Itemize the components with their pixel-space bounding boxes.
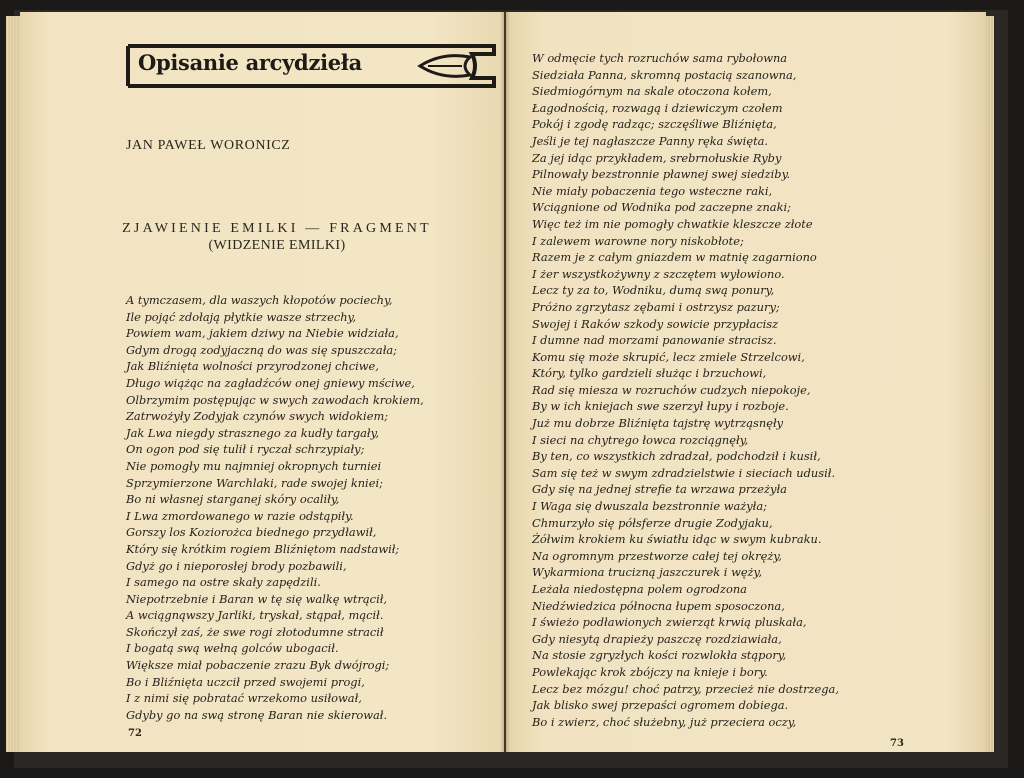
author-name: JAN PAWEŁ WORONICZ (126, 138, 291, 153)
verse-line: W odmęcie tych rozruchów sama rybołowna (532, 51, 788, 65)
verse-line: Bo i Bliźnięta uczcił przed swojemi progi, (126, 674, 365, 689)
verse-line: Pilnowały bezstronnie pławnej swej siedziby. (532, 167, 791, 182)
verse-line: Siedziała Panna, skromną postacią szanowna, (532, 67, 797, 82)
verse-line: Gdym drogą zodyjaczną do was się spuszczała; (126, 342, 398, 357)
verse-line: Próżno zgrzytasz zębami i ostrzysz pazury; (532, 299, 780, 314)
verse-line: Gdy się na jednej strefie ta wrzawa przeżyła (532, 482, 787, 497)
verse-list-left (126, 292, 424, 723)
verse-line: A wciągnąwszy Jarliki, tryskał, stąpał, mącił. (126, 608, 384, 623)
verse-line: A tymczasem, dla waszych kłopotów pociechy, (126, 293, 393, 307)
page-number-right: 73 (890, 738, 904, 749)
verse-list-right (532, 50, 839, 730)
verse-line: I Lwa zmordowanego w razie odstąpiły. (126, 508, 354, 523)
verse-line: Gdy niesytą drapieży paszczę rozdziawiała, (532, 631, 782, 646)
verse-line: Niedźwiedzica północna łupem sposoczona, (532, 598, 785, 613)
verse-line: Gdyż go i nieporosłej brody pozbawili, (126, 558, 347, 573)
verse-line: Nie pomogły mu najmniej okropnych turniei (126, 458, 382, 473)
verse-line: Zatrwożyły Zodyjak czynów swych widokiem; (126, 409, 389, 424)
verse-line: On ogon pod się tulił i ryczał schrzypiały; (126, 442, 365, 457)
verse-line: Sam się też w swym zdradzielstwie i sieciach udusił. (532, 465, 836, 480)
verse-line: Nie miały pobaczenia tego wsteczne raki, (532, 183, 773, 198)
page-edges-right (986, 16, 994, 752)
verse-line: Jeśli je tej nagłaszcze Panny ręka święta. (532, 133, 769, 148)
verse-line: By ten, co wszystkich zdradzał, podchodził i kusił, (532, 449, 821, 464)
verse-line: Komu się może skrupić, lecz zmiele Strzelcowi, (532, 349, 805, 364)
verse-line: Wciągnione od Wodnika pod zaczepne znaki; (532, 200, 791, 215)
verse-line: I bogatą swą wełną golców ubogacił. (126, 641, 339, 656)
verse-line: Sprzymierzone Warchlaki, rade swojej kniei; (126, 475, 383, 490)
left-page (20, 12, 504, 752)
verse-line: Na ogromnym przestworze całej tej okręży, (532, 548, 782, 563)
verse-line: Rad się miesza w rozruchów cudzych niepokoje, (532, 382, 811, 397)
verse-line: I żer wszystkożywny z szczętem wyłowiono. (532, 266, 785, 281)
verse-line: By w ich kniejach swe szerzył łupy i rozboje. (532, 399, 789, 414)
verse-line: Jak blisko swej przepaści ogromem dobiega. (532, 698, 789, 713)
verse-line: Który się krótkim rogiem Bliźniętom nadstawił; (126, 541, 400, 556)
verse-line: Żółwim krokiem ku światłu idąc w swym kubraku. (532, 532, 822, 547)
verse-line: Za jej idąc przykładem, srebrnołuskie Ryby (532, 150, 782, 165)
verse-line: Wykarmiona trucizną jaszczurek i węży, (532, 565, 763, 580)
verse-line: Swojej i Raków szkody sowicie przypłacisz (532, 316, 779, 331)
verse-line: I sieci na chytrego łowca rozciągnęły, (532, 432, 749, 447)
book-gutter (500, 12, 510, 752)
verse-line: Więc też im nie pomogły chwatkie kleszcze złote (532, 216, 813, 231)
verse-line: Siedmiogórnym na skale otoczona kołem, (532, 84, 772, 99)
poem-title: ZJAWIENIE EMILKI — FRAGMENT (122, 221, 432, 236)
verse-line: I dumne nad morzami panowanie stracisz. (532, 333, 777, 348)
page-number-left: 72 (128, 728, 142, 739)
verse-line: Większe miał pobaczenie zrazu Byk dwójrogi; (126, 658, 390, 673)
verse-line: Leżała niedostępna polem ogrodzona (532, 582, 747, 596)
verse-line: Długo wiążąc na zagładźców onej gniewy mściwe, (126, 375, 415, 390)
verse-line: Gdyby go na swą stronę Baran nie skierował. (126, 707, 388, 722)
verse-line: Łagodnością, rozwagą i dziewiczym czołem (532, 100, 783, 115)
quill-pen-icon (420, 56, 470, 77)
verse-line: Razem je z całym gniazdem w matnię zagarniono (532, 250, 817, 265)
section-banner (122, 40, 498, 92)
verse-line: Który, tylko gardzieli służąc i brzuchowi, (532, 366, 767, 381)
verse-line: I Waga się dwuszala bezstronnie ważyła; (532, 499, 767, 514)
verse-line: Jak Lwa niegdy strasznego za kudły targały, (126, 425, 380, 440)
verse-line: I samego na ostre skały zapędzili. (126, 575, 321, 590)
verse-line: Powlekając krok zbójczy na knieje i bory. (532, 664, 768, 679)
verse-line: Na stosie zgryzłych kości rozwlokła stąpory, (532, 648, 787, 663)
verse-line: I z nimi się pobratać wrzekomo usiłował, (126, 691, 362, 706)
verse-line: Pokój i zgodę radząc; szczęśliwe Bliźnięta, (532, 117, 777, 132)
verse-line: Powiem wam, jakiem dziwy na Niebie widziała, (126, 326, 399, 341)
verse-line: Skończył zaś, że swe rogi złotodumne stracił (126, 624, 384, 639)
verse-line: I zalewem warowne nory niskobłote; (532, 233, 744, 248)
page-edges-left (6, 16, 20, 752)
section-title: Opisanie arcydzieła (138, 50, 362, 75)
verse-line: Olbrzymim postępując w swych zawodach krokiem, (126, 392, 424, 407)
verse-line: Bo i zwierz, choć służebny, już przeciera oczy, (532, 714, 797, 729)
verse-line: Jak Bliźnięta wolności przyrodzonej chciwe, (126, 359, 379, 374)
verse-line: Już mu dobrze Bliźnięta tajstrę wytrząsnęły (532, 416, 784, 431)
verse-line: Lecz ty za to, Wodniku, dumą swą ponury, (532, 283, 775, 298)
verse-line: Chmurzyło się półsferze drugie Zodyjaku, (532, 515, 773, 530)
verse-line: I świeżo podławionych zwierząt krwią pluskała, (532, 615, 807, 630)
verse-line: Ile pojąć zdołają płytkie wasze strzechy, (126, 309, 357, 324)
verse-line: Gorszy los Koziorożca biednego przydławił, (126, 525, 377, 540)
verse-line: Lecz bez mózgu! choć patrzy, przecież nie dostrzega, (532, 681, 839, 696)
right-page (506, 12, 986, 752)
poem-subtitle: (WIDZENIE EMILKI) (208, 238, 346, 253)
verse-line: Niepotrzebnie i Baran w tę się walkę wtrącił, (126, 591, 388, 606)
verse-line: Bo ni własnej starganej skóry ocaliły, (126, 492, 340, 507)
